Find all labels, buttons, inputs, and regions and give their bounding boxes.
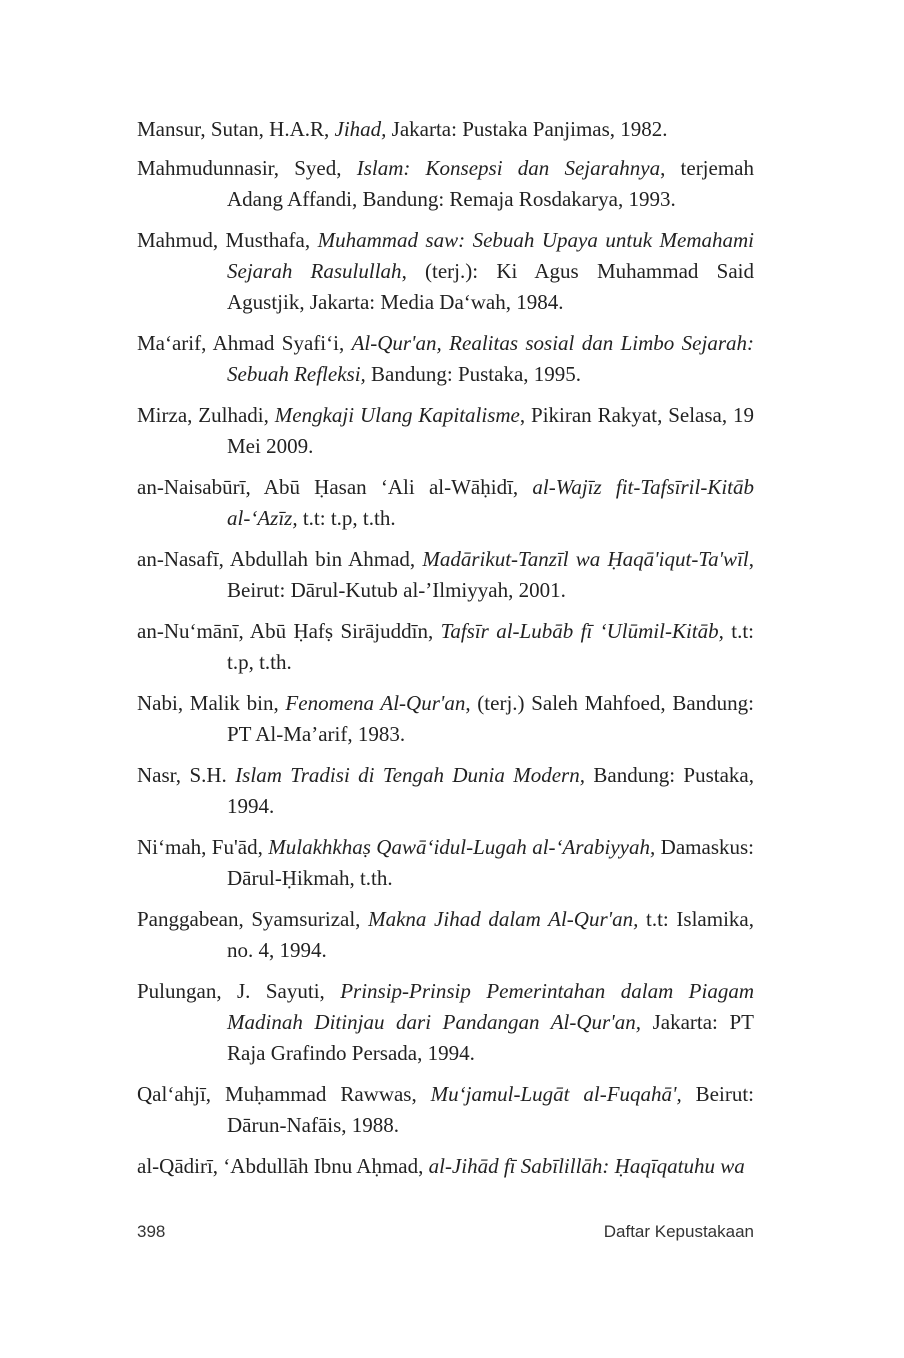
bibliography-entry [137, 225, 754, 318]
bibliography-entry [137, 400, 754, 462]
entry-author: Panggabean, Syamsurizal, [137, 907, 369, 931]
entry-publication: t.t: Islamika, no. 4, 1994. [227, 907, 754, 962]
bibliography-entry [137, 688, 754, 750]
entry-author: an-Nasafī, Abdullah bin Ahmad, [137, 547, 423, 571]
entry-author: Mahmudunnasir, Syed, [137, 156, 357, 180]
page-number: 398 [137, 1222, 166, 1241]
entry-title: Tafsīr al-Lubāb fī ‘Ulūmil-Kitāb, [440, 619, 724, 643]
entry-title: Al-Qur'an, Realitas sosial dan Limbo Sejarah: Sebuah Refleksi, [227, 331, 754, 386]
bibliography-entry [137, 1151, 754, 1182]
bibliography-entry [137, 328, 754, 390]
entry-publication: , (terj.): Ki Agus Muhammad Said Agustjik, Jakarta: Media Da‘wah, 1984. [227, 259, 754, 314]
running-footer-title: Daftar Kepustakaan [603, 1222, 754, 1241]
entry-publication: , (terj.) Saleh Mahfoed, Bandung: PT Al-Ma’arif, 1983. [227, 691, 754, 746]
entry-author: Mansur, Sutan, H.A.R, [137, 117, 335, 141]
bibliography-entry [137, 904, 754, 966]
entry-title: Prinsip-Prinsip Pemerintahan dalam Piagam Madinah Ditinjau dari Pandangan Al-Qur'an, [227, 979, 754, 1034]
entry-author: an-Naisabūrī, Abū Ḥasan ‘Ali al-Wāḥidī, [137, 475, 533, 499]
entry-author: Nasr, S.H. [137, 763, 236, 787]
bibliography-list [137, 114, 754, 1192]
entry-publication: Bandung: Pustaka, 1994. [227, 763, 755, 818]
bibliography-entry [137, 472, 754, 534]
entry-publication: Bandung: Pustaka, 1995. [365, 362, 582, 386]
entry-author: Ni‘mah, Fu'ād, [137, 835, 269, 859]
page-footer [137, 1222, 754, 1242]
entry-publication: Jakarta: Pustaka Panjimas, 1982. [386, 117, 668, 141]
entry-author: Mahmud, Musthafa, [137, 228, 318, 252]
bibliography-entry [137, 616, 754, 678]
entry-title: Mengkaji Ulang Kapitalisme [274, 403, 520, 427]
entry-author: al-Qādirī, ‘Abdullāh Ibnu Aḥmad, [137, 1154, 429, 1178]
entry-author: Ma‘arif, Ahmad Syafi‘i, [137, 331, 352, 355]
entry-author: Nabi, Malik bin, [137, 691, 286, 715]
entry-title: Muhammad saw: Sebuah Upaya untuk Memahami Sejarah Rasulullah [227, 228, 754, 283]
entry-title: Islam: Konsepsi dan Sejarahnya [356, 156, 661, 180]
entry-title: Mulakhkhaṣ Qawā‘idul-Lugah al-‘Arabiyyah, [268, 835, 656, 859]
entry-publication: Damaskus: Dārul-Ḥikmah, t.th. [227, 835, 754, 890]
entry-publication: , Pikiran Rakyat, Selasa, 19 Mei 2009. [227, 403, 755, 458]
entry-author: an-Nu‘mānī, Abū Ḥafṣ Sirājuddīn, [137, 619, 441, 643]
entry-title: al-Wajīz fit-Tafsīril-Kitāb al-‘Azīz, [227, 475, 754, 530]
entry-title: Jihad, [334, 117, 387, 141]
entry-publication: t.t: t.p, t.th. [227, 619, 755, 674]
bibliography-entry [137, 153, 754, 215]
entry-author: Mirza, Zulhadi, [137, 403, 275, 427]
entry-publication: , terjemah Adang Affandi, Bandung: Remaja Rosdakarya, 1993. [227, 156, 754, 211]
entry-publication: Jakarta: PT Raja Grafindo Persada, 1994. [227, 1010, 754, 1065]
entry-publication: , Beirut: Dārul-Kutub al-’Ilmiyyah, 2001. [227, 547, 754, 602]
entry-publication: t.t: t.p, t.th. [297, 506, 396, 530]
entry-title: Mu‘jamul-Lugāt al-Fuqahā', [430, 1082, 682, 1106]
entry-title: Islam Tradisi di Tengah Dunia Modern, [235, 763, 585, 787]
bibliography-entry [137, 976, 754, 1069]
entry-author: Pulungan, J. Sayuti, [137, 979, 341, 1003]
entry-title: Madārikut-Tanzīl wa Ḥaqā'iqut-Ta'wīl [422, 547, 749, 571]
bibliography-entry [137, 832, 754, 894]
entry-author: Qal‘ahjī, Muḥammad Rawwas, [137, 1082, 431, 1106]
entry-title: Fenomena Al-Qur'an [285, 691, 466, 715]
entry-title: Makna Jihad dalam Al-Qur'an, [368, 907, 639, 931]
bibliography-entry [137, 1079, 754, 1141]
bibliography-entry [137, 760, 754, 822]
bibliography-entry [137, 544, 754, 606]
bibliography-entry [137, 114, 754, 145]
entry-title: al-Jihād fī Sabīlillāh: Ḥaqīqatuhu wa [428, 1154, 745, 1178]
entry-publication: Beirut: Dārun-Nafāis, 1988. [227, 1082, 754, 1137]
